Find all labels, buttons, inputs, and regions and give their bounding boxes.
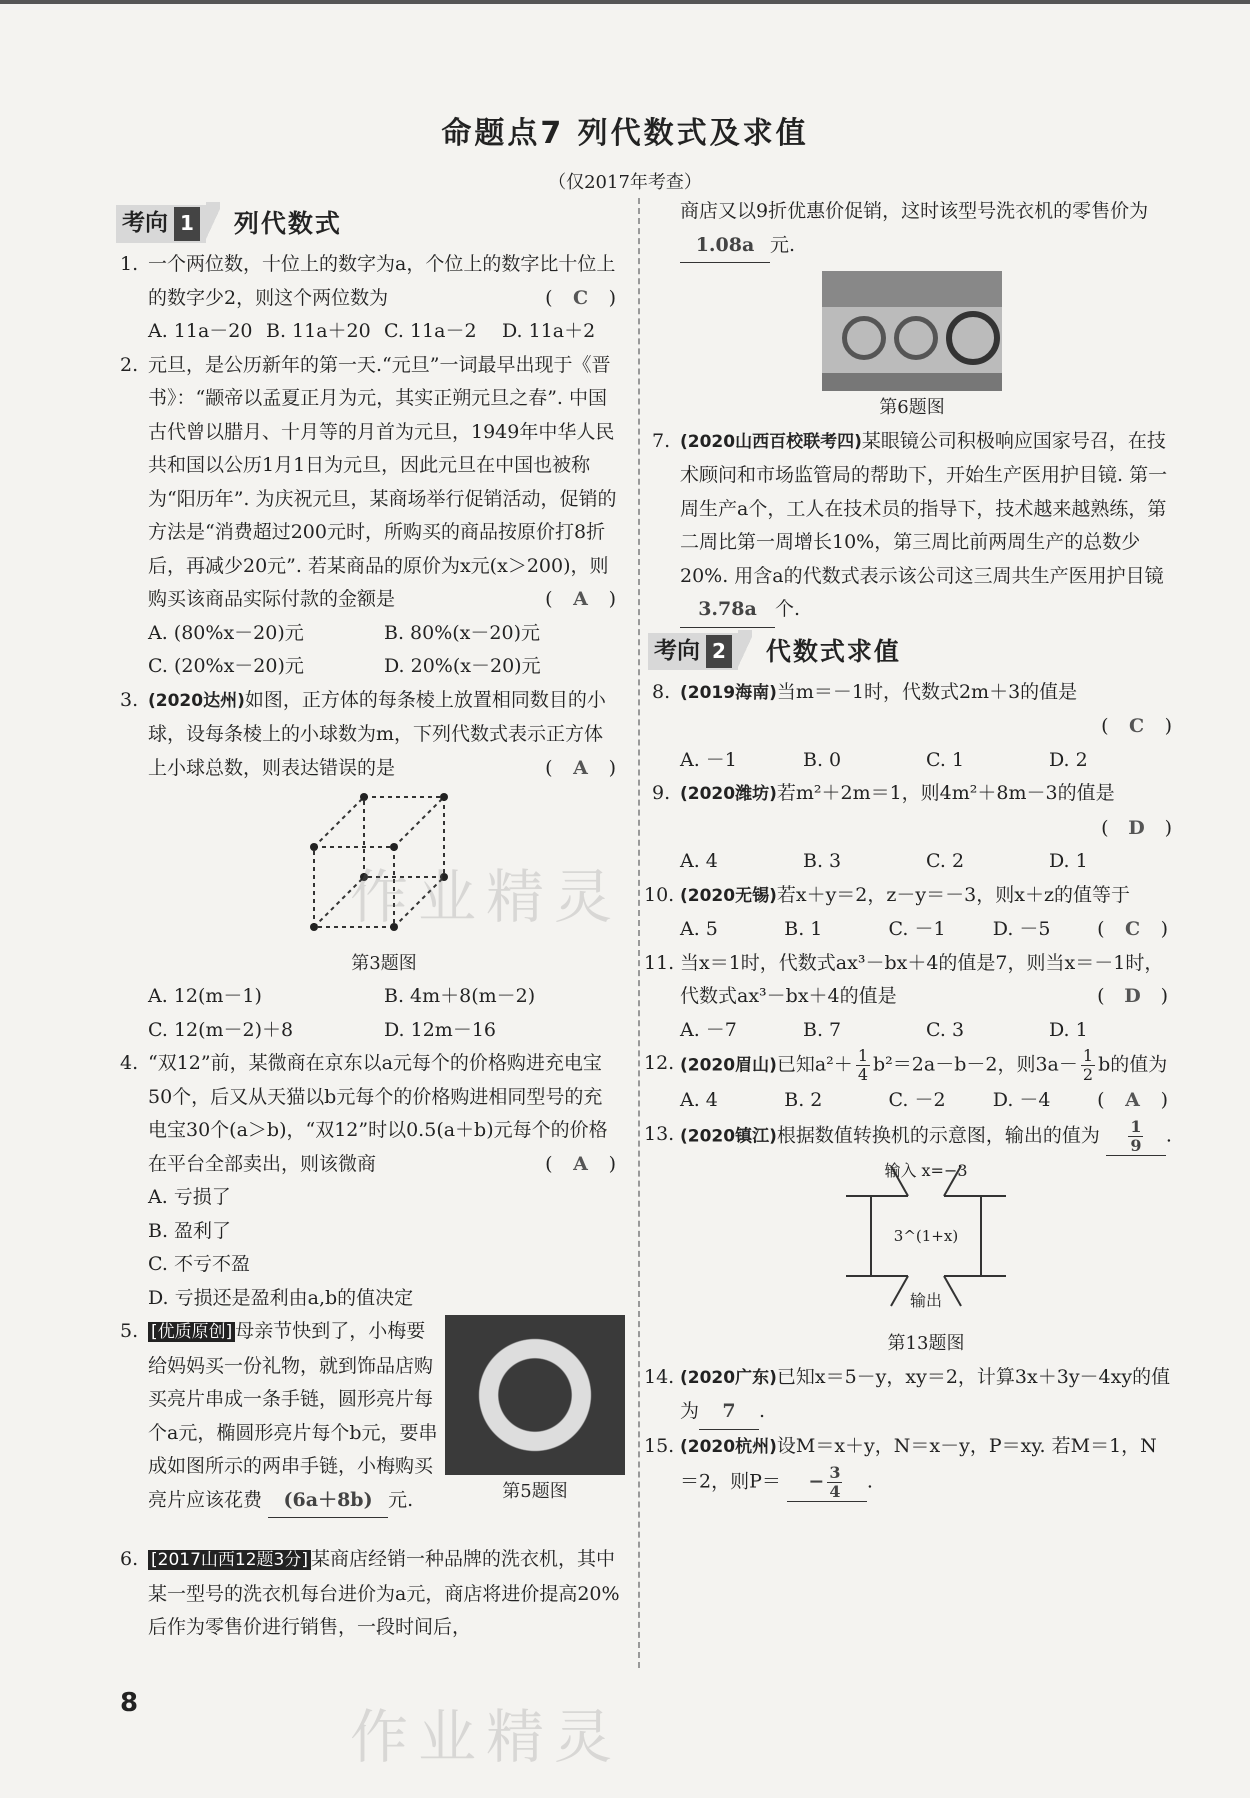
question-13: 13. (2020镇江)根据数值转换机的示意图，输出的值为 $\frac{1}{9}$ . 输入 x=−3 3^(1+x) 输出 第13题图	[652, 1118, 1172, 1361]
section-header-1: 考向 1 列代数式	[116, 202, 620, 246]
formula: 3^(1+x)	[893, 1226, 959, 1245]
page-number: 8	[120, 1688, 139, 1718]
section-title: 列代数式	[233, 209, 342, 239]
question-6-continued: 商店又以9折优惠价促销，这时该型号洗衣机的零售价为1.08a 元.	[652, 195, 1172, 263]
column-divider	[638, 198, 640, 1668]
badge: [优质原创]	[148, 1322, 235, 1342]
answer: A	[573, 588, 588, 610]
right-column	[644, 195, 1172, 1502]
question-6: 6. [2017山西12题3分] 某商店经销一种品牌的洗衣机，其中某一型号的洗衣机每台进价为a元，商店将进价提高20%后作为零售价进行销售，一段时间后，	[120, 1548, 620, 1638]
bracelet-photo	[445, 1315, 625, 1475]
answer-blank: 3.78a	[680, 593, 775, 628]
question-3: 3. (2020达州)如图，正方体的每条棱上放置相同数目的小球，设每条棱上的小球数为m，下列代数式表示正方体上小球总数，则表达错误的是 ( A ) 第3题图 A. 12(m－1) B. 4m＋8(m－2) C. 12(m－2)＋8 D. 12m－16	[120, 684, 620, 1048]
answer-blank: − $\frac{3}{4}$	[787, 1464, 867, 1502]
question-7: 7. (2020山西百校联考四)某眼镜公司积极响应国家号召，在技术顾问和市场监管局的帮助下，开始生产医用护目镜. 第一周生产a个，工人在技术员的指导下，技术越来越熟练，第二周比第一周增长10%，第三周比前两周生产的总数少20%. 用含a的代数式表示该公司这三周共生产医用护目镜3.78a 个.	[652, 425, 1172, 628]
washer-figure: 第6题图	[652, 271, 1172, 425]
question-14: 14. (2020广东)已知x＝5－y，xy＝2，计算3x＋3y－4xy的值为 7 .	[652, 1361, 1172, 1430]
answer-blank: (6a＋8b)	[268, 1484, 388, 1519]
section-header-2: 考向 2 代数式求值	[648, 630, 1172, 674]
converter-diagram	[836, 1156, 1016, 1316]
question-10: 10. (2020无锡)若x＋y＝2，z－y＝－3，则x＋z的值等于 ( C ) A. 5 B. 1 C. －1 D. －5	[644, 883, 1168, 940]
question-1: 1. 一个两位数，十位上的数字为a，个位上的数字比十位上的数字少2，则这个两位数为 ( C ) A. 11a－20 B. 11a＋20 C. 11a－2 D. 11a＋2	[120, 253, 616, 342]
badge: [2017山西12题3分]	[148, 1550, 311, 1570]
answer-blank: 1.08a	[680, 229, 770, 264]
answer-blank: 7	[699, 1395, 759, 1430]
answer: A	[573, 756, 588, 779]
input-label: 输入 x=−3	[884, 1160, 968, 1180]
answer-blank: $\frac{1}{9}$	[1106, 1118, 1166, 1156]
page-title: 命题点7 列代数式及求值	[441, 116, 809, 151]
question-12: 12. (2020眉山)已知a²＋ $\frac{1}{4}$ b²＝2a－b－2，则3a－ $\frac{1}{2}$ b的值为 ( A ) A. 4 B. 2 C. －2 D. －4	[644, 1046, 1168, 1111]
page-subtitle: （仅2017年考查）	[548, 172, 702, 193]
watermark: 作业精灵	[350, 1703, 623, 1771]
converter-figure: 输入 x=−3 3^(1+x) 输出 第13题图	[680, 1156, 1172, 1361]
watermark: 作业精灵	[350, 863, 623, 931]
question-15: 15. (2020杭州)设M＝x＋y，N＝x－y，P＝xy. 若M＝1，N＝2，则P＝ − $\frac{3}{4}$ .	[644, 1434, 1157, 1501]
figure-caption: 第3题图	[351, 952, 417, 974]
bracelet-figure: 第5题图	[445, 1315, 625, 1509]
question-11: 11. 当x＝1时，代数式ax³－bx＋4的值是7，则当x＝－1时，代数式ax³－bx＋4的值是 ( D ) A. －7 B. 7 C. 3 D. 1	[644, 951, 1168, 1041]
question-2: 2. 元旦，是公历新年的第一天.“元旦”一词最早出现于《晋书》：“颛帝以孟夏正月为元，其实正朔元旦之春”. 中国古代曾以腊月、十月等的月首为元旦，1949年中华人民共和国以公历1月1日为元旦，因此元旦在中国也被称为“阳历年”. 为庆祝元旦，某商场举行促销活动，促销的方法是“消费超过200元时，所购买的商品按原价打8折后，再减少20元”. 若某商品的原价为x元(x＞200)，则购买该商品实际付款的金额是 ( A ) A. (80%x－20)元 B. 80%(x－20)元 C. (20%x－20)元 D. 20%(x－20)元	[120, 353, 617, 677]
question-4: 4. “双12”前，某微商在京东以a元每个的价格购进充电宝50个，后又从天猫以b元每个的价格购进相同型号的充电宝30个(a＞b)，“双12”时以0.5(a＋b)元每个的价格在平台全部卖出，则该微商 ( A ) A. 亏损了 B. 盈利了 C. 不亏不盈 D. 亏损还是盈利由a,b的值决定	[120, 1052, 616, 1309]
question-5: 5. [优质原创] 母亲节快到了，小梅要给妈妈买一份礼物，就到饰品店购买亮片串成一条手链，圆形亮片每个a元，椭圆形亮片每个b元，要串成如图所示的两串手链，小梅购买亮片应该花费 (6a＋8b) 元. 第5题图	[120, 1315, 620, 1543]
question-9: 9. (2020潍坊)若m²＋2m＝1，则4m²＋8m－3的值是 ( D ) A. 4 B. 3 C. 2 D. 1	[652, 782, 1172, 872]
washer-photo	[822, 271, 1002, 391]
section-title: 代数式求值	[765, 636, 901, 666]
answer: A	[573, 1152, 588, 1175]
top-rule	[0, 0, 1250, 4]
question-8: 8. (2019海南)当m＝－1时，代数式2m＋3的值是 ( C ) A. －1 B. 0 C. 1 D. 2	[652, 680, 1172, 771]
output-label: 输出	[909, 1290, 943, 1310]
answer: C	[572, 286, 589, 309]
